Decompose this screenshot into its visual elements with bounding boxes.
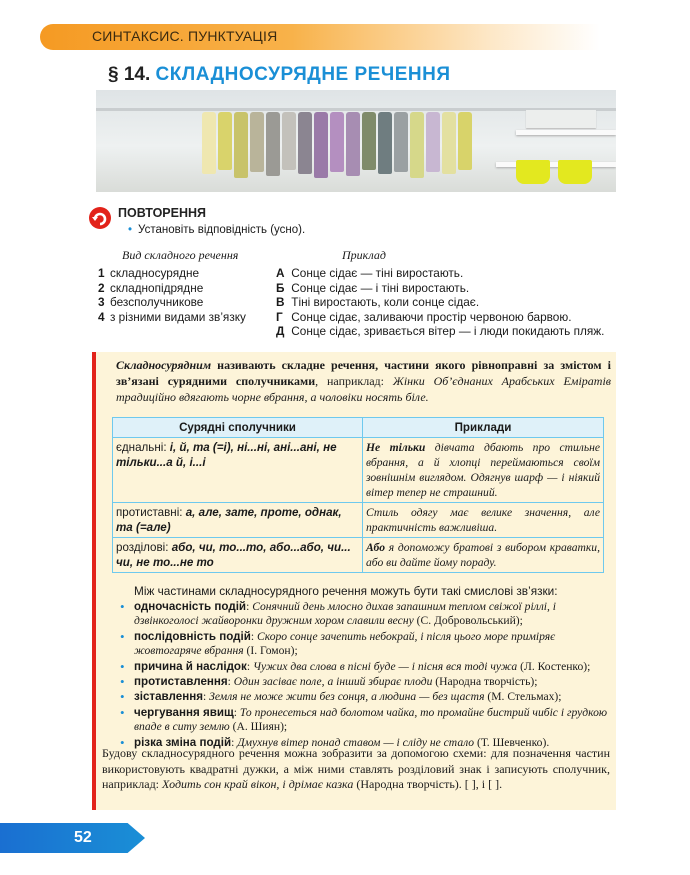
list-item: Д Сонце сідає, зривається вітер — і люди покидають пляж. (276, 324, 605, 338)
table-header-row (113, 418, 604, 438)
list-item: 2 складнопідрядне (98, 280, 204, 295)
sentence-type-list (98, 266, 246, 324)
repeat-heading: ПОВТОРЕННЯ (118, 206, 207, 220)
definition: називають складне речення, частини якого рівноправні за змістом і зв’язані сурядними сполучниками (116, 358, 611, 388)
chapter-header-bar (40, 24, 600, 50)
chapter-header: СИНТАКСИС. ПУНКТУАЦІЯ (92, 28, 278, 44)
wardrobe-photo (96, 90, 616, 192)
conjunctions-table (112, 417, 604, 573)
list-item: • послідовність подій: Скоро сонце зачепить небокрай, і після цього море приміряє жовтогаряче вбрання (І. Гомон); (120, 630, 612, 659)
list-item: • зіставлення: Земля не може жити без сонця, а людина — без щастя (М. Стельмах); (120, 690, 612, 704)
list-item: 3 безсполучникове (98, 295, 204, 309)
table-row: єднальні: і, й, та (=і), ні...ні, ані...ані, не тільки...а й, і...і Не тільки дівчата дбають про стильне вбрання, а й хлопці переймаються своїм зовнішнім виглядом. Одягнув шарф — і ніякий вітер тепер не страшний. (113, 438, 604, 503)
definition-example: Жінки Об’єднаних Арабських Еміратів традиційно вдягають чорне вбрання, а чоловіки носять біле. (116, 374, 611, 404)
relations-intro: Між частинами складносурядного речення можуть бути такі смислові зв’язки: (134, 584, 558, 598)
list-item: • одночасність подій: Сонячний день млосно дихав запашним теплом свіжої ріллі, і дзвінкоголосі жайворонки дружним хором славили весну (С. Добровольський); (120, 600, 612, 629)
repeat-task: • Установіть відповідність (усно). (128, 224, 306, 236)
relations-list (120, 600, 612, 751)
list-item: • протиставлення: Один засіває поле, а інший збирає плоди (Народна творчість); (120, 675, 612, 689)
scheme-paragraph: Будову складносурядного речення можна зобразити за допомогою схеми: для позначення частин використовують квадратні дужки, а між ними ставлять розділовий знак і записують сполучник, наприклад: Ходить сон край вікон, і дрімає казка (Народна творчість). [ ], і [ ]. (102, 746, 610, 791)
rule-accent-bar (92, 352, 96, 810)
list-item: • причина й наслідок: Чужих два слова в пісні буде — і пісня вся тоді чужа (Л. Костенко); (120, 660, 612, 674)
table-row: розділові: або, чи, то...то, або...або, чи... чи, не то...не то Або я допоможу братові з вибором краватки, або ви дайте йому пораду. (113, 538, 604, 573)
list-item: 4 з різними видами зв’язку (98, 309, 246, 324)
page-number-bar (0, 823, 145, 853)
left-column-header: Вид складного речення (122, 248, 239, 262)
list-item: • різка зміна подій: Дмухнув вітер понад ставом — і сліду не стало (Т. Шевченко). (120, 736, 612, 750)
table-header: Приклади (363, 418, 604, 438)
list-item: В Тіні виростають, коли сонце сідає. (276, 295, 480, 309)
list-item: 1 складносурядне (98, 266, 200, 280)
list-item: Б Сонце сідає — і тіні виростають. (276, 280, 470, 295)
list-item: • чергування явищ: То пронесеться над болотом чайка, то промайне бистрий чибіс і грудкою впаде в ситу землю (А. Шиян); (120, 706, 612, 735)
list-item: Г Сонце сідає, заливаючи простір червоною барвою. (276, 309, 572, 324)
section-number: § 14. (108, 64, 151, 85)
right-column-header: Приклад (342, 248, 386, 262)
list-item: А Сонце сідає — тіні виростають. (276, 266, 464, 280)
section-title (108, 64, 450, 86)
term: Складносурядним (116, 358, 212, 372)
section-name: СКЛАДНОСУРЯДНЕ РЕЧЕННЯ (155, 64, 451, 85)
table-header: Сурядні сполучники (113, 418, 363, 438)
example-list (276, 266, 604, 339)
page-number: 52 (74, 829, 92, 846)
repeat-arrow-icon (88, 206, 112, 230)
definition-paragraph: Складносурядним називають складне речення, частини якого рівноправні за змістом і зв’язані сурядними сполучниками, наприклад: Жінки Об’єднаних Арабських Еміратів традиційно вдягають чорне вбрання, а чоловіки носять біле. (116, 358, 611, 404)
table-row: протиставні: а, але, зате, проте, однак, та (=але) Стиль одягу має велике значення, але практичність важливіша. (113, 503, 604, 538)
